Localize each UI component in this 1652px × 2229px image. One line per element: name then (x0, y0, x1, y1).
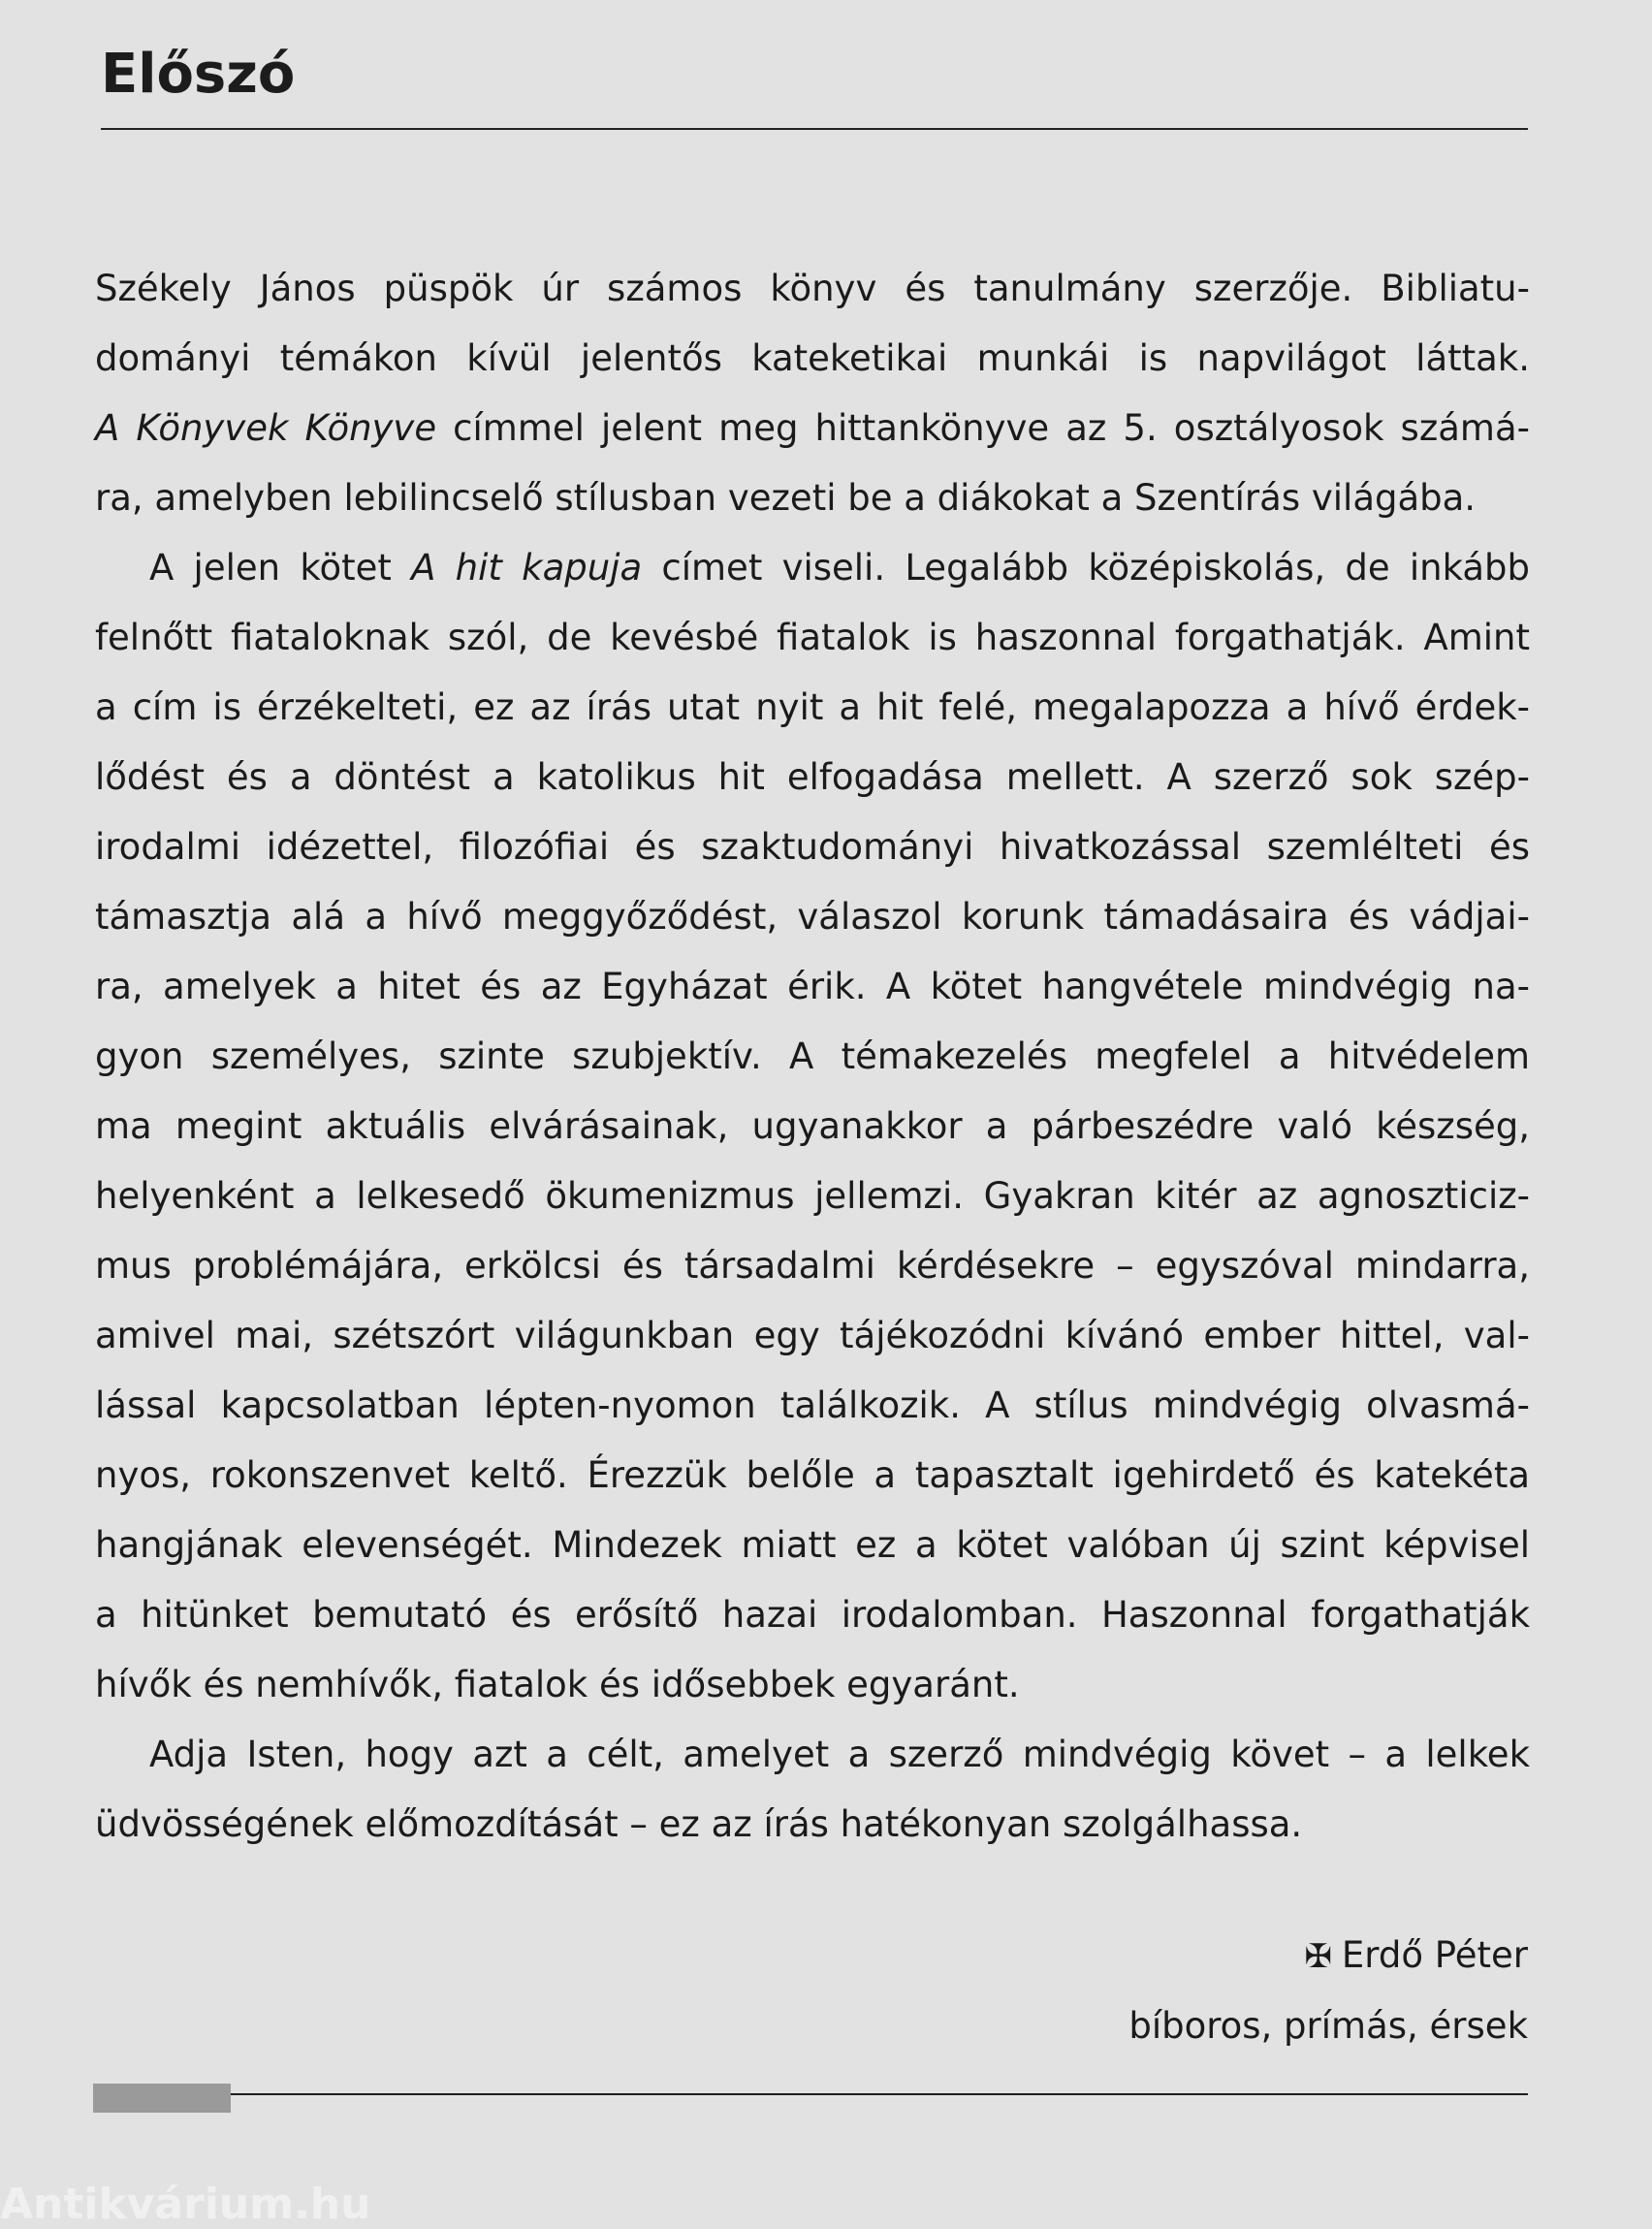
text-segment: támasztja alá a hívő meggyőződést, válaszol korunk támadásaira és vádjai- (95, 896, 1530, 938)
text-segment: üdvösségének előmozdítását – ez az írás hatékonyan szolgálhassa. (95, 1803, 1303, 1845)
cross-icon: ✠ (1304, 1937, 1332, 1976)
author-role: bíboros, prímás, érsek (1128, 2005, 1528, 2047)
watermark: Antikvárium.hu (0, 2180, 371, 2229)
text-line (95, 1650, 1530, 1720)
text-line (95, 533, 1530, 603)
text-line (95, 1720, 1530, 1790)
text-segment: ra, amelyek a hitet és az Egyházat érik. A kötet hangvétele mindvégig na- (95, 966, 1530, 1007)
text-line (95, 254, 1530, 324)
text-segment: amivel mai, szétszórt világunkban egy tájékozódni kívánó ember hittel, val- (95, 1315, 1530, 1356)
author-name: Erdő Péter (1341, 1934, 1528, 1976)
footer-divider (231, 2093, 1528, 2095)
text-segment: felnőtt fiataloknak szól, de kevésbé fiatalok is haszonnal forgathatják. Amint (95, 617, 1530, 658)
text-segment: a hitünket bemutató és erősítő hazai irodalomban. Haszonnal forgathatják (95, 1594, 1530, 1636)
text-segment: címet viseli. Legalább középiskolás, de inkább (642, 547, 1531, 589)
text-line (95, 1511, 1530, 1580)
text-segment: Székely János püspök úr számos könyv és tanulmány szerzője. Bibliatu- (95, 268, 1530, 309)
book-title: A hit kapuja (411, 547, 643, 589)
text-segment: lődést és a döntést a katolikus hit elfogadása mellett. A szerző sok szép- (95, 756, 1530, 798)
text-segment: hívők és nemhívők, fiatalok és idősebbek egyaránt. (95, 1664, 1020, 1705)
text-segment: irodalmi idézettel, filozófiai és szaktudományi hivatkozással szemlélteti és (95, 826, 1530, 868)
text-line (95, 394, 1530, 463)
text-line (95, 952, 1530, 1022)
text-line (95, 882, 1530, 952)
text-segment: mus problémájára, erkölcsi és társadalmi kérdésekre – egyszóval mindarra, (95, 1245, 1530, 1287)
text-segment: Adja Isten, hogy azt a célt, amelyet a szerző mindvégig követ – a lelkek (149, 1734, 1530, 1775)
text-segment: nyos, rokonszenvet keltő. Érezzük belőle a tapasztalt igehirdető és katekéta (95, 1454, 1530, 1496)
text-line (95, 1371, 1530, 1441)
text-segment: hangjának elevenségét. Mindezek miatt ez a kötet valóban új szint képvisel (95, 1524, 1530, 1566)
text-line (95, 463, 1530, 533)
text-line (95, 324, 1530, 394)
book-title: A Könyvek Könyve (95, 407, 437, 449)
footer-marker (93, 2084, 231, 2113)
page-title: Előszó (101, 43, 296, 106)
title-divider (101, 128, 1528, 130)
text-line (95, 743, 1530, 812)
text-line (95, 673, 1530, 743)
text-line (95, 1301, 1530, 1371)
text-segment: lással kapcsolatban lépten-nyomon találkozik. A stílus mindvégig olvasmá- (95, 1385, 1530, 1426)
text-segment: a cím is érzékelteti, ez az írás utat nyit a hit felé, megalapozza a hívő érdek- (95, 686, 1530, 728)
text-line (95, 1092, 1530, 1162)
text-segment: dományi témákon kívül jelentős kateketikai munkái is napvilágot láttak. (95, 337, 1530, 379)
text-line (95, 1231, 1530, 1301)
text-line (95, 1580, 1530, 1650)
text-segment: gyon személyes, szinte szubjektív. A témakezelés megfelel a hitvédelem (95, 1035, 1530, 1077)
text-segment: helyenként a lelkesedő ökumenizmus jellemzi. Gyakran kitér az agnoszticiz- (95, 1175, 1530, 1217)
text-line (95, 812, 1530, 882)
text-line (95, 1790, 1530, 1860)
text-segment: ma megint aktuális elvárásainak, ugyanakkor a párbeszédre való készség, (95, 1105, 1530, 1147)
text-line (95, 1022, 1530, 1092)
text-segment: címmel jelent meg hittankönyve az 5. osztályosok számá- (436, 407, 1530, 449)
foreword-body (95, 254, 1530, 1860)
signature-name (1304, 1934, 1528, 1976)
text-line (95, 1441, 1530, 1511)
text-segment: A jelen kötet (149, 547, 412, 589)
text-line (95, 1162, 1530, 1231)
text-segment: ra, amelyben lebilincselő stílusban vezeti be a diákokat a Szentírás világába. (95, 477, 1477, 519)
text-line (95, 603, 1530, 673)
